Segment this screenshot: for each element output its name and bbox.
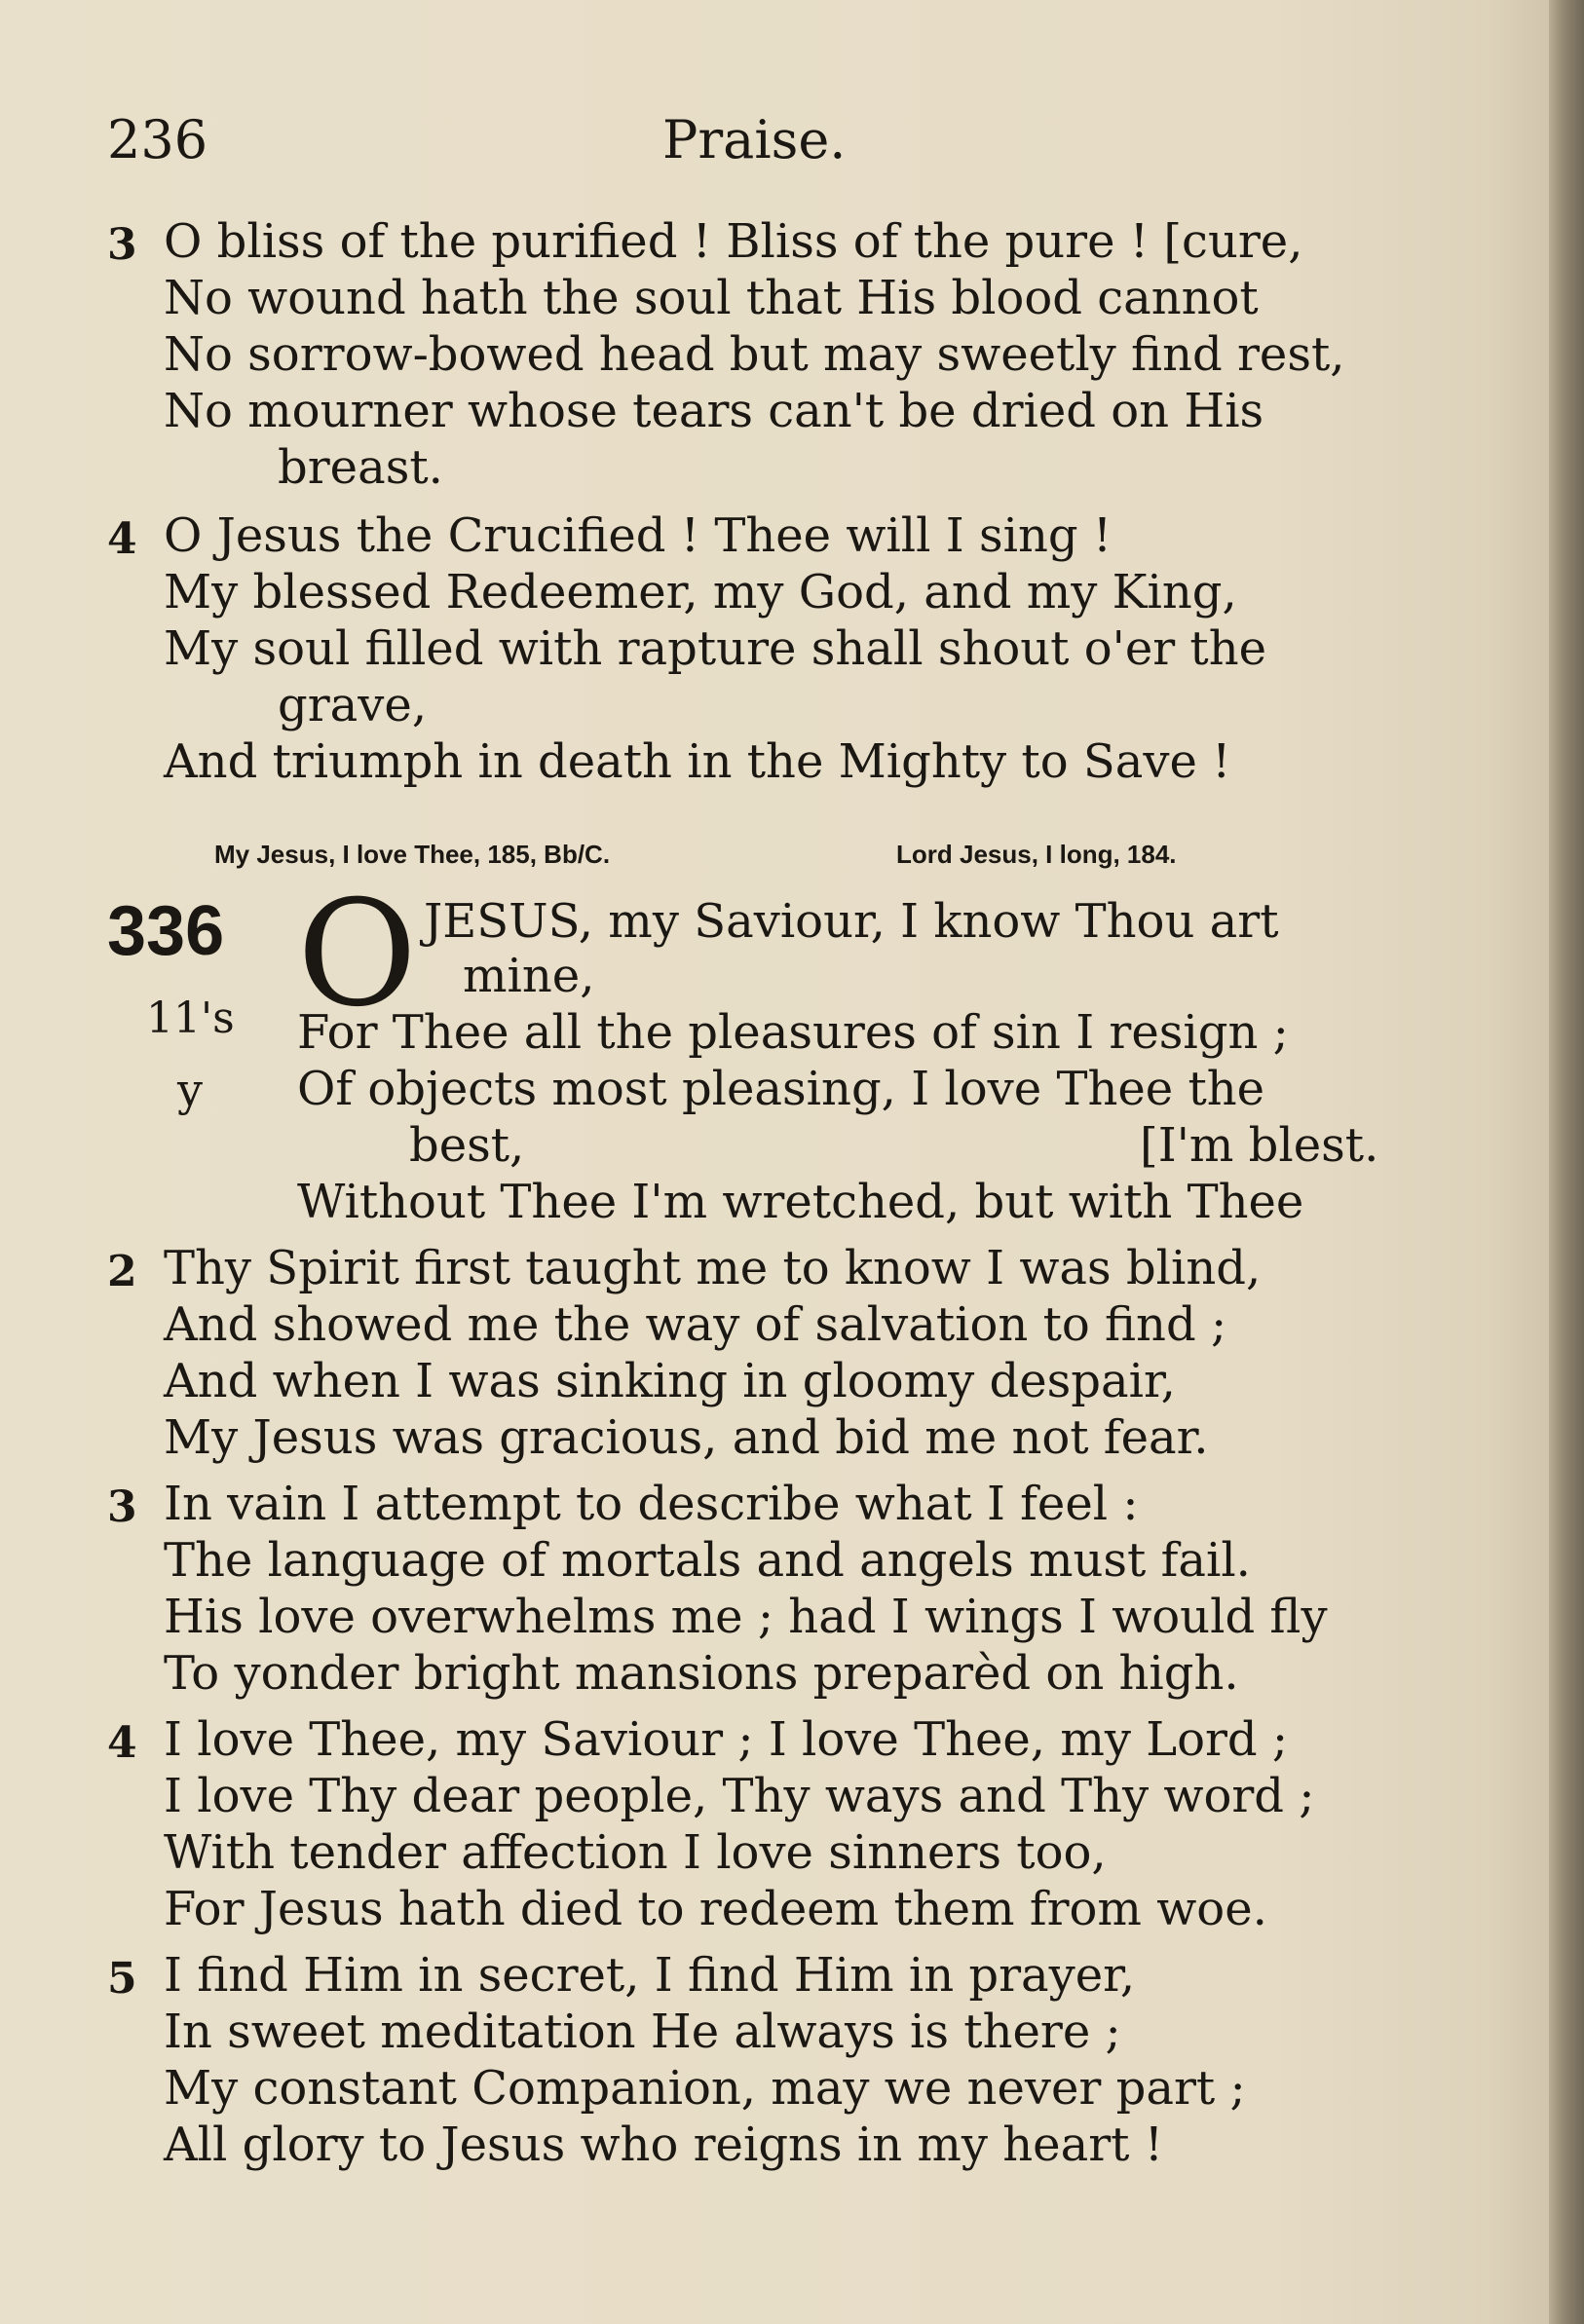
book-spine-shadow	[1549, 0, 1584, 2324]
stanza-number: 4	[107, 514, 137, 564]
stanza-line: mine,	[463, 949, 595, 1003]
stanza-line: grave,	[278, 678, 428, 732]
stanza-number: 3	[107, 220, 137, 270]
tune-reference-left: My Jesus, I love Thee, 185, Bb/C.	[214, 840, 611, 869]
page-number: 236	[107, 109, 208, 170]
stanza-line: And when I was sinking in gloomy despair,	[164, 1354, 1176, 1408]
stanza-line: No mourner whose tears can't be dried on His	[164, 384, 1264, 438]
stanza-line: I find Him in secret, I find Him in prayer,	[164, 1948, 1136, 2003]
stanza-line: And triumph in death in the Mighty to Save !	[164, 734, 1231, 789]
stanza-line: His love overwhelms me ; had I wings I would fly	[164, 1590, 1328, 1644]
stanza-line: With tender affection I love sinners too,	[164, 1825, 1107, 1880]
stanza-number: 3	[107, 1482, 137, 1532]
stanza-line: O bliss of the purified ! Bliss of the pure ! [cure,	[164, 214, 1303, 269]
stanza-line: Thy Spirit first taught me to know I was blind,	[164, 1241, 1262, 1295]
stanza-number: 4	[107, 1718, 137, 1768]
stanza-line: JESUS, my Saviour, I know Thou art	[424, 894, 1279, 949]
drop-cap: O	[297, 870, 417, 1039]
hymn-meter: 11's	[146, 993, 235, 1043]
stanza-number: 5	[107, 1954, 137, 2004]
stanza-line: The language of mortals and angels must fail.	[164, 1533, 1251, 1588]
hymn-number: 336	[107, 892, 225, 970]
stanza-number: 2	[107, 1247, 137, 1296]
stanza-line: For Jesus hath died to redeem them from woe.	[164, 1882, 1267, 1936]
stanza-line: O Jesus the Crucified ! Thee will I sing !	[164, 508, 1113, 563]
stanza-line: For Thee all the pleasures of sin I resign ;	[297, 1005, 1289, 1060]
stanza-line: My soul filled with rapture shall shout o'er the	[164, 621, 1267, 676]
page-title: Praise.	[662, 109, 847, 170]
stanza-line: I love Thee, my Saviour ; I love Thee, my Lord ;	[164, 1712, 1289, 1767]
stanza-line: To yonder bright mansions preparèd on high.	[164, 1646, 1239, 1701]
stanza-line: My Jesus was gracious, and bid me not fear.	[164, 1410, 1209, 1465]
stanza-line: In vain I attempt to describe what I feel :	[164, 1477, 1139, 1531]
stanza-line: No wound hath the soul that His blood cannot	[164, 271, 1259, 325]
stanza-line: [I'm blest.	[1140, 1118, 1379, 1173]
stanza-line: And showed me the way of salvation to find ;	[164, 1297, 1227, 1352]
stanza-line: No sorrow-bowed head but may sweetly find rest,	[164, 327, 1345, 382]
stanza-line: Of objects most pleasing, I love Thee the	[297, 1062, 1265, 1116]
stanza-line: In sweet meditation He always is there ;	[164, 2005, 1121, 2059]
stanza-line: My constant Companion, may we never part ;	[164, 2061, 1246, 2116]
stanza-line: All glory to Jesus who reigns in my heart !	[164, 2118, 1163, 2172]
page-header	[107, 109, 1477, 177]
hymn-key: y	[177, 1064, 203, 1116]
stanza-line: I love Thy dear people, Thy ways and Thy word ;	[164, 1769, 1315, 1823]
stanza-line: breast.	[278, 440, 443, 495]
stanza-line: best,	[409, 1118, 525, 1173]
tune-reference-right: Lord Jesus, I long, 184.	[896, 840, 1177, 869]
stanza-line: Without Thee I'm wretched, but with Thee	[297, 1175, 1304, 1229]
stanza-line: My blessed Redeemer, my God, and my King,	[164, 565, 1237, 619]
